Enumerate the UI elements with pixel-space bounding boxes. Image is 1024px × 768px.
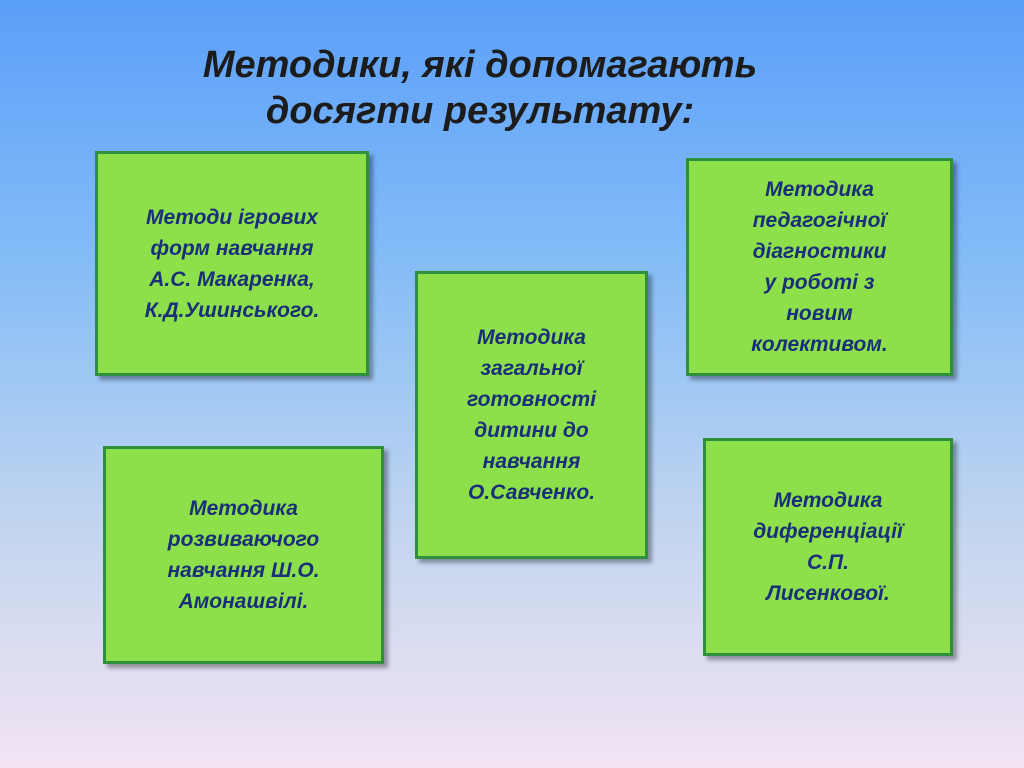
box-line: готовності xyxy=(466,388,597,411)
box-line: Амонашвілі. xyxy=(178,590,309,613)
box-line: навчання Ш.О. xyxy=(167,559,320,582)
box-line: Методика xyxy=(765,178,874,201)
method-box-game-forms xyxy=(95,151,369,376)
box-line: Методика xyxy=(477,326,586,349)
box-line: розвиваючого xyxy=(167,528,320,551)
box-line: К.Д.Ушинського. xyxy=(144,298,320,322)
box-line: С.П. xyxy=(807,551,849,574)
box-line: загальної xyxy=(480,357,583,380)
box-line: Методика xyxy=(189,497,298,520)
box-line: діагностики xyxy=(752,240,887,263)
box-line: у роботі з xyxy=(764,271,875,294)
method-box-differentiation xyxy=(703,438,953,656)
box-line: О.Савченко. xyxy=(467,481,596,504)
box-line: форм навчання xyxy=(150,236,314,260)
box-line: навчання xyxy=(482,450,581,473)
slide-title xyxy=(150,42,810,134)
box-line: педагогічної xyxy=(752,209,887,232)
box-line: колективом. xyxy=(751,333,888,356)
box-line: Лисенкової. xyxy=(766,582,890,605)
box-line: новим xyxy=(786,302,853,325)
box-line: Методика xyxy=(773,489,883,512)
slide-title-line-1: Методики, які допомагають xyxy=(202,44,758,86)
box-line: диференціації xyxy=(753,520,903,543)
method-box-general-readiness xyxy=(415,271,648,559)
box-line: дитини до xyxy=(474,419,589,442)
method-box-pedagogical-diagnostics xyxy=(686,158,953,376)
box-line: А.С. Макаренка, xyxy=(149,267,315,291)
method-box-developmental-learning xyxy=(103,446,384,664)
slide-title-line-2: досягти результату: xyxy=(265,90,695,132)
box-line: Методи ігрових xyxy=(146,205,318,229)
